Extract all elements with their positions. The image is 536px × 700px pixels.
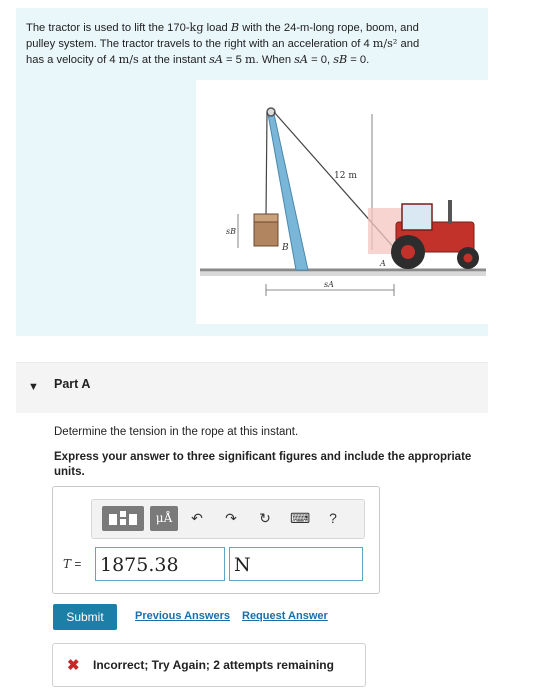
- problem-text-segment: . When: [255, 54, 295, 66]
- problem-variable: sA: [209, 53, 223, 66]
- pulley-shape: [267, 108, 275, 116]
- tractor-boom-figure: [196, 80, 490, 324]
- problem-unit: kg: [189, 21, 204, 34]
- tractor-front-hub: [464, 254, 473, 263]
- sb-dimension-label: sB: [226, 227, 236, 236]
- load-b-shape: [254, 222, 278, 246]
- point-a-label: A: [380, 259, 386, 268]
- load-top-shape: [254, 214, 278, 222]
- problem-variable: B: [230, 21, 240, 34]
- undo-icon[interactable]: ↶: [191, 510, 203, 526]
- tractor-cab-shape: [402, 204, 432, 230]
- problem-text-segment: pulley system. The tractor travels to the right with an acceleration of 4: [26, 38, 373, 50]
- symbols-button[interactable]: μÅ: [150, 506, 178, 531]
- problem-unit: m/s: [118, 53, 139, 66]
- answer-box: [52, 486, 380, 594]
- ground-shade: [200, 272, 486, 276]
- problem-text-segment: The tractor is used to lift the 170-: [26, 22, 190, 34]
- feedback-text: Incorrect; Try Again; 2 attempts remaining: [93, 658, 334, 672]
- problem-text-segment: has a velocity of 4: [26, 54, 119, 66]
- answer-equals: =: [74, 557, 82, 571]
- problem-text-segment: = 0,: [308, 54, 334, 66]
- height-dimension-label: 12 m: [334, 171, 357, 181]
- problem-variable: sA: [294, 53, 308, 66]
- templates-button[interactable]: [102, 506, 144, 531]
- part-a-header[interactable]: [16, 362, 488, 413]
- problem-statement-panel: [16, 8, 488, 336]
- tractor-exhaust-shape: [448, 200, 452, 224]
- problem-line-1: [26, 20, 482, 36]
- question-text: Determine the tension in the rope at this instant.: [54, 426, 299, 438]
- problem-unit: m: [245, 53, 256, 66]
- tractor-rear-hub: [401, 245, 415, 259]
- problem-text-segment: with the 24-m-long rope, boom, and: [239, 22, 419, 34]
- problem-text-segment: = 5: [222, 54, 245, 66]
- instruction-text: Express your answer to three significant figures and include the appropriate units.: [54, 451, 472, 478]
- answer-unit-input[interactable]: N: [229, 547, 363, 581]
- reset-icon[interactable]: ↻: [259, 510, 271, 526]
- problem-text-segment: at the instant: [138, 54, 210, 66]
- problem-text-segment: and: [397, 38, 420, 50]
- keyboard-icon[interactable]: ⌨: [290, 510, 311, 526]
- answer-variable: T: [63, 557, 72, 571]
- collapse-toggle-icon[interactable]: ▼: [28, 381, 39, 393]
- problem-line-3: [26, 52, 482, 68]
- request-answer-link[interactable]: Request Answer: [242, 610, 328, 622]
- figure-svg: [196, 80, 490, 324]
- rope-vertical: [266, 112, 267, 216]
- part-a-title: Part A: [54, 377, 91, 391]
- problem-text-segment: load: [203, 22, 231, 34]
- feedback-box: [52, 643, 366, 687]
- problem-text: [26, 20, 482, 68]
- sa-dimension-label: sA: [324, 280, 334, 289]
- problem-unit: m/s²: [372, 37, 398, 50]
- submit-button[interactable]: Submit: [53, 604, 117, 630]
- help-icon[interactable]: ?: [329, 510, 337, 526]
- math-toolbar: [91, 499, 365, 539]
- problem-line-2: [26, 36, 482, 52]
- previous-answers-link[interactable]: Previous Answers: [135, 610, 230, 622]
- templates-icon: [102, 506, 144, 531]
- answer-value-input[interactable]: 1875.38: [95, 547, 225, 581]
- problem-variable: sB: [333, 53, 348, 66]
- problem-text-segment: = 0.: [347, 54, 370, 66]
- load-b-label: B: [282, 243, 289, 253]
- redo-icon[interactable]: ↷: [225, 510, 237, 526]
- answer-variable-label: [63, 557, 81, 571]
- error-x-icon: ✖: [67, 657, 80, 674]
